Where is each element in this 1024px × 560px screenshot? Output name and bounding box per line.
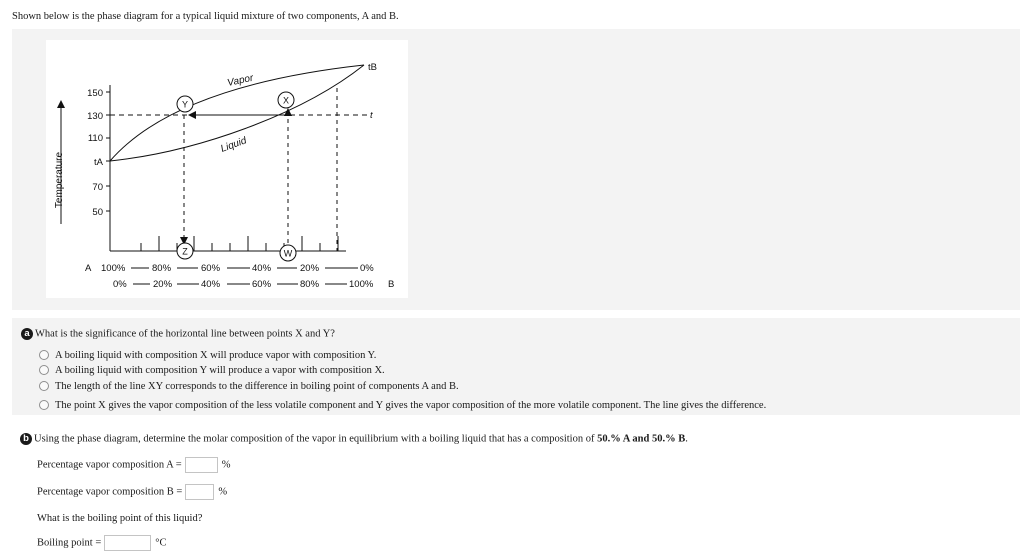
part-a-badge: a [21, 328, 33, 340]
option-a1[interactable] [39, 349, 376, 363]
point-w-label: W [283, 248, 293, 259]
point-z-label: Z [182, 246, 188, 257]
phase-diagram [46, 40, 408, 298]
point-x-label: X [282, 95, 290, 106]
part-b-question-bold: 50.% A and 50.% B [597, 433, 686, 445]
option-a1-label: A boiling liquid with composition X will produce vapor with composition Y. [55, 350, 377, 361]
point-y-label: Y [181, 99, 189, 110]
part-b-panel [12, 424, 1020, 560]
row-b-0: 0% [113, 279, 127, 290]
y-tick-150: 150 [87, 88, 103, 99]
boiling-question: What is the boiling point of this liquid? [37, 513, 203, 524]
boiling-point-label: Boiling point = [37, 537, 102, 549]
point-w-marker [280, 245, 296, 261]
tA-label: tA [94, 157, 103, 168]
y-tick-110: 110 [87, 133, 103, 144]
row-b-20: 20% [153, 279, 173, 290]
radio-button[interactable] [39, 350, 49, 360]
vapor-a-row [37, 457, 230, 473]
liquid-label: Liquid [219, 135, 249, 155]
option-a3-label: The length of the line XY corresponds to the difference in boiling point of components A and B. [55, 381, 459, 392]
part-b-question-text: Using the phase diagram, determine the molar composition of the vapor in equilibrium with a boiling liquid that has a composition of [34, 433, 598, 445]
row-a-0: 0% [360, 263, 374, 274]
part-b-question-end: . [685, 433, 688, 445]
part-a-question-text: What is the significance of the horizontal line between points X and Y? [35, 328, 335, 340]
tB-label: tB [368, 62, 377, 73]
radio-button[interactable] [39, 381, 49, 391]
option-a4[interactable] [39, 399, 766, 413]
point-y-marker [177, 96, 193, 112]
radio-button[interactable] [39, 365, 49, 375]
vapor-b-input[interactable] [185, 484, 214, 500]
row-b-40: 40% [201, 279, 221, 290]
vapor-label: Vapor [226, 72, 255, 89]
row-a-60: 60% [201, 263, 221, 274]
boiling-point-unit: °C [155, 537, 167, 549]
point-x-marker [278, 92, 294, 108]
row-a-80: 80% [152, 263, 172, 274]
row-a-20: 20% [300, 263, 320, 274]
option-a3[interactable] [39, 380, 459, 394]
intro-text: Shown below is the phase diagram for a typical liquid mixture of two components, A and B. [12, 11, 399, 22]
vapor-b-row [37, 484, 227, 500]
t-label: t [370, 110, 373, 121]
row-b-100: 100% [349, 279, 374, 290]
y-tick-50: 50 [92, 207, 103, 218]
vapor-b-label: Percentage vapor composition B = [37, 486, 183, 498]
row-a-100: 100% [101, 263, 126, 274]
y-tick-130: 130 [87, 111, 103, 122]
option-a2[interactable] [39, 364, 385, 378]
row-a-40: 40% [252, 263, 272, 274]
boiling-point-input[interactable] [104, 535, 151, 551]
part-a-panel [12, 318, 1020, 415]
point-z-marker [177, 243, 193, 259]
vapor-a-label: Percentage vapor composition A = [37, 459, 182, 471]
row-b-60: 60% [252, 279, 272, 290]
radio-button[interactable] [39, 400, 49, 410]
part-a-question [21, 328, 335, 340]
part-b-question [20, 433, 688, 445]
y-tick-70: 70 [92, 182, 103, 193]
part-b-badge: b [20, 433, 32, 445]
vapor-b-unit: % [218, 486, 228, 498]
vapor-a-unit: % [221, 459, 231, 471]
option-a4-label: The point X gives the vapor composition of the less volatile component and Y gives the vapor composition of the more volatile component. The line gives the difference. [55, 400, 767, 411]
row-b-component: B [388, 279, 395, 290]
vapor-a-input[interactable] [185, 457, 218, 473]
row-a-component: A [85, 263, 92, 274]
option-a2-label: A boiling liquid with composition Y will produce a vapor with composition X. [55, 365, 385, 376]
row-b-80: 80% [300, 279, 320, 290]
y-axis-title: Temperature [54, 151, 65, 209]
boiling-point-row [37, 535, 166, 551]
